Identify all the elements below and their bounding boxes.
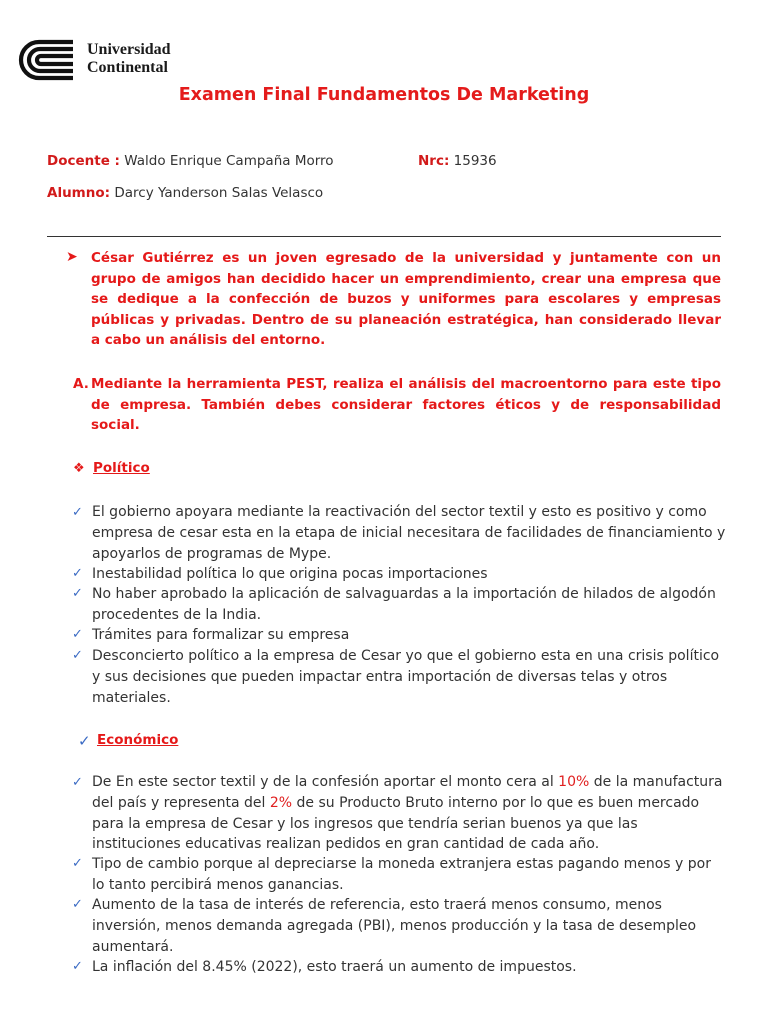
economico-heading: Económico [97, 732, 179, 748]
alumno-label: Alumno: [47, 185, 111, 201]
list-item: El gobierno apoyara mediante la reactivación del sector textil y esto es positivo y como empresa de cesar esta en la etapa de inicial necesitara de facilidades de financiamiento y apoyarlos de programas de Mype. [92, 504, 726, 562]
check-icon: ✓ [72, 566, 83, 581]
nrc-field [418, 153, 497, 169]
list-item: Trámites para formalizar su empresa [92, 627, 350, 643]
check-icon: ✓ [72, 959, 83, 974]
check-icon: ✓ [72, 897, 83, 912]
university-logo [15, 37, 185, 83]
horizontal-divider [47, 236, 721, 237]
alumno-value: Darcy Yanderson Salas Velasco [114, 185, 324, 201]
list-item: De En este sector textil y de la confesión aportar el monto cera al 10% de la manufactura del país y representa del 2% de su Producto Bruto interno por lo que es buen mercado para la empresa de Cesar y los ingresos que tendría serian buenos ya que las instituciones educativas realizan pedidos en gran cantidad de cada año. [92, 774, 723, 853]
check-icon: ✓ [72, 627, 83, 642]
nrc-label: Nrc: [418, 153, 450, 169]
alumno-field [47, 185, 323, 201]
list-item: Desconcierto político a la empresa de Cesar yo que el gobierno esta en una crisis político y sus decisiones que pueden impactar entra importación de diversas telas y otros materiales. [92, 648, 720, 706]
diamond-icon: ❖ [73, 461, 85, 476]
list-item: Tipo de cambio porque al depreciarse la moneda extranjera estas pagando menos y por lo tanto percibirá menos ganancias. [92, 856, 711, 893]
docente-value: Waldo Enrique Campaña Morro [124, 153, 334, 169]
question-a-text: Mediante la herramienta PEST, realiza el análisis del macroentorno para este tipo de empresa. También debes considerar factores éticos y de responsabilidad social. [91, 376, 721, 433]
politico-heading: Político [93, 460, 150, 476]
list-item: Inestabilidad política lo que origina pocas importaciones [92, 566, 488, 582]
check-icon: ✓ [72, 648, 83, 663]
nrc-value: 15936 [453, 153, 497, 169]
docente-field [47, 153, 334, 169]
docente-label: Docente : [47, 153, 120, 169]
check-icon: ✓ [72, 505, 83, 520]
question-marker: A. [73, 376, 89, 392]
check-icon: ✓ [72, 586, 83, 601]
check-icon: ✓ [72, 856, 83, 871]
logo-line-1: Universidad [87, 41, 171, 58]
check-icon: ✓ [78, 732, 91, 750]
continental-c-logo-icon [15, 37, 77, 83]
logo-line-2: Continental [87, 59, 168, 76]
list-item: Aumento de la tasa de interés de referencia, esto traerá menos consumo, menos inversión, menos demanda agregada (PBI), menos producción y la tasa de desempleo aumentará. [92, 897, 697, 955]
document-title: Examen Final Fundamentos De Marketing [178, 85, 590, 105]
list-item: La inflación del 8.45% (2022), esto traerá un aumento de impuestos. [92, 959, 577, 975]
check-icon: ✓ [72, 775, 83, 790]
list-item: No haber aprobado la aplicación de salvaguardas a la importación de hilados de algodón procedentes de la India. [92, 586, 716, 623]
arrowhead-icon: ➤ [66, 249, 78, 265]
intro-paragraph: César Gutiérrez es un joven egresado de la universidad y juntamente con un grupo de amigos han decidido hacer un emprendimiento, crear una empresa que se dedique a la confección de buzos y uniformes para escolares y empresas públicas y privadas. Dentro de su planeación estratégica, han considerado llevar a cabo un análisis del entorno. [91, 250, 721, 348]
